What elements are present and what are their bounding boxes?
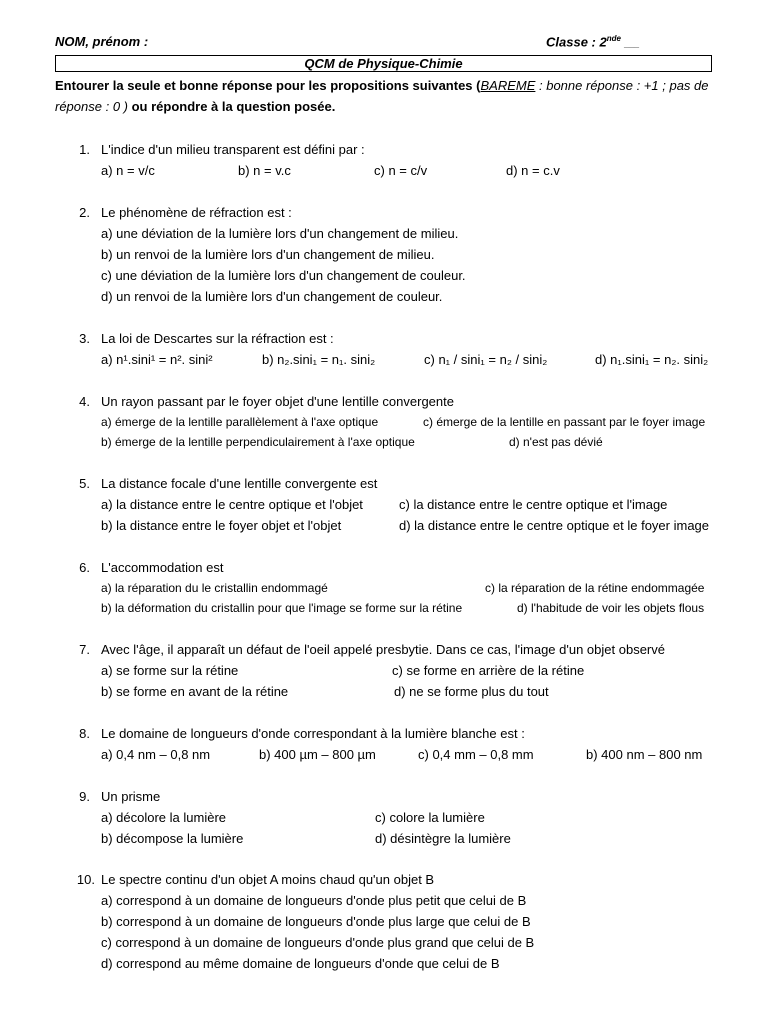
intro-scoring: : bonne réponse : +1 ; pas de réponse : 0 ) xyxy=(55,78,709,114)
question-text: Avec l'âge, il apparaît un défaut de l'oeil appelé presbytie. Dans ce cas, l'image d'un objet observé xyxy=(101,642,665,657)
intro-part2: ou répondre à la question posée. xyxy=(128,99,336,114)
question-number: 10. xyxy=(76,872,95,887)
option-b[interactable]: b) correspond à un domaine de longueurs d'onde plus large que celui de B xyxy=(101,914,531,929)
option-b[interactable]: b) 400 µm – 800 µm xyxy=(259,747,376,762)
option-c[interactable]: c) émerge de la lentille en passant par le foyer image xyxy=(423,415,706,429)
question-text: Le domaine de longueurs d'onde correspondant à la lumière blanche est : xyxy=(101,726,525,741)
option-d[interactable]: d) correspond au même domaine de longueurs d'onde que celui de B xyxy=(101,956,500,971)
option-c[interactable]: c) la distance entre le centre optique et l'image xyxy=(399,497,668,512)
option-c[interactable]: c) 0,4 mm – 0,8 mm xyxy=(418,747,534,762)
option-c[interactable]: c) n = c/v xyxy=(374,163,428,178)
question-number: 9. xyxy=(79,789,90,804)
class-blank: ___ xyxy=(624,38,640,49)
question-number: 4. xyxy=(79,394,90,409)
option-a[interactable]: a) une déviation de la lumière lors d'un changement de milieu. xyxy=(101,226,459,241)
option-c[interactable]: c) n₁ / sini₁ = n₂ / sini₂ xyxy=(424,352,548,367)
option-d[interactable]: d) l'habitude de voir les objets flous xyxy=(517,601,705,615)
option-b[interactable]: b) n₂.sini₁ = n₁. sini₂ xyxy=(262,352,376,367)
option-a[interactable]: a) la distance entre le centre optique et l'objet xyxy=(101,497,363,512)
option-d[interactable]: d) n'est pas dévié xyxy=(509,435,603,449)
option-d[interactable]: d) désintègre la lumière xyxy=(375,831,511,846)
option-d[interactable]: b) 400 nm – 800 nm xyxy=(586,747,703,762)
instructions xyxy=(55,75,725,117)
intro-part1: Entourer la seule et bonne réponse pour les propositions suivantes ( xyxy=(55,78,481,93)
question-text: Le phénomène de réfraction est : xyxy=(101,205,292,220)
option-c[interactable]: c) se forme en arrière de la rétine xyxy=(392,663,585,678)
question-number: 7. xyxy=(79,642,90,657)
option-b[interactable]: b) se forme en avant de la rétine xyxy=(101,684,289,699)
question-text: La distance focale d'une lentille convergente est xyxy=(101,476,378,491)
question-number: 6. xyxy=(79,560,90,575)
option-b[interactable]: b) la distance entre le foyer objet et l'objet xyxy=(101,518,342,533)
option-a[interactable]: a) correspond à un domaine de longueurs d'onde plus petit que celui de B xyxy=(101,893,527,908)
option-b[interactable]: b) décompose la lumière xyxy=(101,831,244,846)
option-b[interactable]: b) la déformation du cristallin pour que l'image se forme sur la rétine xyxy=(101,601,463,615)
option-a[interactable]: a) n¹.sini¹ = n². sini² xyxy=(101,352,213,367)
question-number: 2. xyxy=(79,205,90,220)
question-text: Le spectre continu d'un objet A moins chaud qu'un objet B xyxy=(101,872,435,887)
option-a[interactable]: a) 0,4 nm – 0,8 nm xyxy=(101,747,211,762)
question-number: 5. xyxy=(79,476,90,491)
option-b[interactable]: b) émerge de la lentille perpendiculairement à l'axe optique xyxy=(101,435,415,449)
question-text: Un rayon passant par le foyer objet d'une lentille convergente xyxy=(101,394,454,409)
option-b[interactable]: b) n = v.c xyxy=(238,163,291,178)
option-a[interactable]: a) n = v/c xyxy=(101,163,155,178)
option-a[interactable]: a) la réparation du le cristallin endommagé xyxy=(101,581,328,595)
question-number: 3. xyxy=(79,331,90,346)
question-text: Un prisme xyxy=(101,789,161,804)
class-label xyxy=(546,34,640,49)
option-d[interactable]: d) la distance entre le centre optique et le foyer image xyxy=(399,518,710,533)
question-number: 1. xyxy=(79,142,90,157)
option-a[interactable]: a) se forme sur la rétine xyxy=(101,663,239,678)
question-text: L'indice d'un milieu transparent est défini par : xyxy=(101,142,365,157)
class-label-text: Classe : 2 xyxy=(546,34,607,50)
option-d[interactable]: d) n = c.v xyxy=(506,163,560,178)
question-text: La loi de Descartes sur la réfraction est : xyxy=(101,331,334,346)
option-c[interactable]: c) une déviation de la lumière lors d'un changement de couleur. xyxy=(101,268,466,283)
option-d[interactable]: d) ne se forme plus du tout xyxy=(394,684,549,699)
option-c[interactable]: c) correspond à un domaine de longueurs d'onde plus grand que celui de B xyxy=(101,935,535,950)
question-text: L'accommodation est xyxy=(101,560,224,575)
option-a[interactable]: a) décolore la lumière xyxy=(101,810,227,825)
option-c[interactable]: c) colore la lumière xyxy=(375,810,485,825)
option-d[interactable]: d) un renvoi de la lumière lors d'un changement de couleur. xyxy=(101,289,443,304)
option-b[interactable]: b) un renvoi de la lumière lors d'un changement de milieu. xyxy=(101,247,435,262)
page-title: QCM de Physique-Chimie xyxy=(55,55,712,72)
question-number: 8. xyxy=(79,726,90,741)
option-c[interactable]: c) la réparation de la rétine endommagée xyxy=(485,581,705,595)
class-label-sup: nde xyxy=(606,34,621,43)
option-a[interactable]: a) émerge de la lentille parallèlement à l'axe optique xyxy=(101,415,379,429)
intro-bareme: BAREME xyxy=(480,78,536,93)
option-d[interactable]: d) n₁.sini₁ = n₂. sini₂ xyxy=(595,352,709,367)
name-label: NOM, prénom : xyxy=(55,34,149,49)
